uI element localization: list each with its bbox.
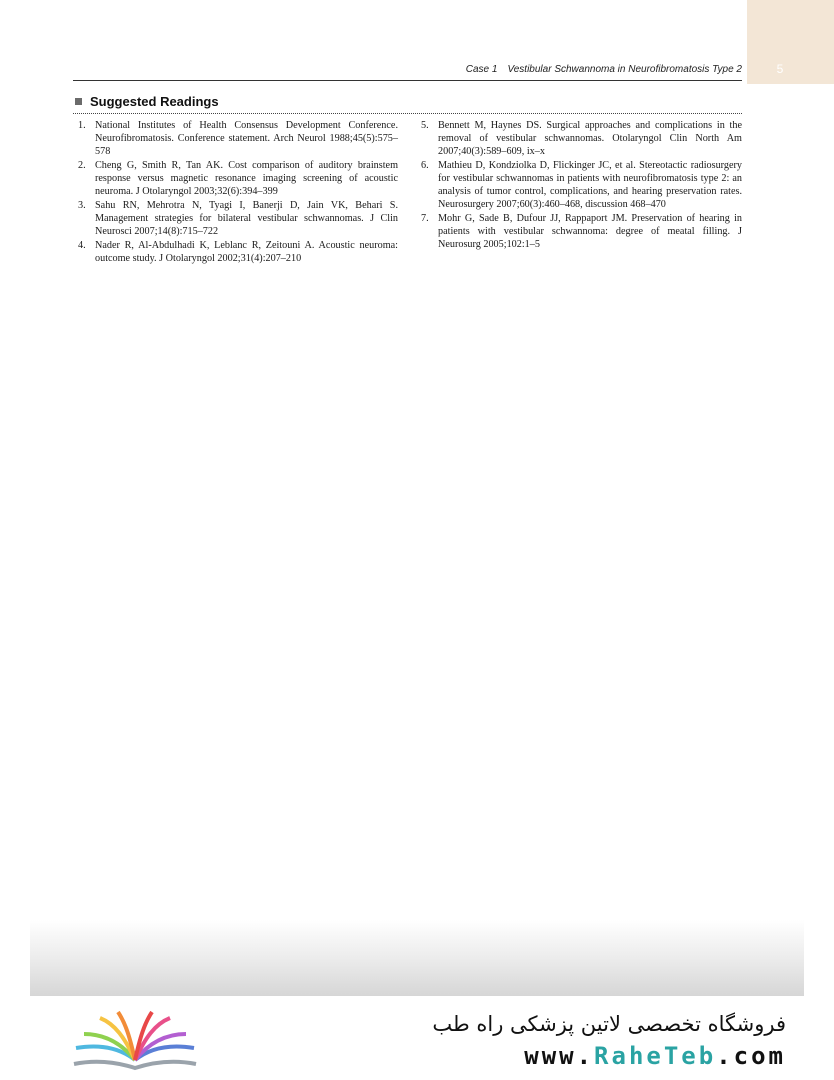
section-heading: [75, 94, 219, 109]
store-url-brand: RaheTeb: [594, 1042, 717, 1070]
reference-item: [78, 159, 398, 198]
reference-number: 3.: [78, 200, 86, 211]
running-head: [300, 64, 742, 75]
running-head-case-title: Vestibular Schwannoma in Neurofibromatosis Type 2: [507, 64, 742, 75]
reference-item: [421, 119, 742, 158]
reference-text: National Institutes of Health Consensus Development Conference. Neurofibromatosis. Conference statement. Arch Neurol 1988;45(5):575–578: [95, 120, 398, 157]
store-url-suffix: .com: [716, 1042, 786, 1070]
reference-text: Bennett M, Haynes DS. Surgical approaches and complications in the removal of vestibular schwannomas. Otolaryngol Clin North Am 2007;40(3):589–609, ix–x: [438, 120, 742, 157]
reference-text: Sahu RN, Mehrotra N, Tyagi I, Banerji D, Jain VK, Behari S. Management strategies for bilateral vestibular schwannomas. J Clin Neurosci 2007;14(8):715–722: [95, 200, 398, 237]
reference-number: 1.: [78, 120, 86, 131]
reference-item: [421, 212, 742, 251]
reference-item: [78, 239, 398, 265]
reference-item: [78, 119, 398, 158]
footer-shadow-band: [30, 920, 804, 996]
open-book-logo-icon: [70, 1008, 200, 1074]
reference-item: [78, 199, 398, 238]
reference-item: [421, 159, 742, 211]
reference-number: 6.: [421, 160, 429, 171]
square-bullet-icon: [75, 98, 82, 105]
store-url-prefix: www.: [524, 1042, 595, 1070]
reference-text: Mohr G, Sade B, Dufour JJ, Rappaport JM. Preservation of hearing in patients with vestibular schwannoma: degree of meatal filling. J Neurosurg 2005;102:1–5: [438, 213, 742, 250]
section-dotted-rule: [73, 113, 742, 114]
reference-number: 7.: [421, 213, 429, 224]
references-right-column: [421, 119, 742, 252]
section-heading-text: Suggested Readings: [90, 94, 219, 109]
store-url-link[interactable]: [420, 1042, 786, 1070]
page-number: 5: [776, 62, 784, 76]
running-head-case-label: Case 1: [465, 64, 498, 75]
reference-number: 5.: [421, 120, 429, 131]
reference-text: Cheng G, Smith R, Tan AK. Cost comparison of auditory brainstem response versus magnetic resonance imaging screening of acoustic neuroma. J Otolaryngol 2003;32(6):394–399: [95, 160, 398, 197]
reference-text: Mathieu D, Kondziolka D, Flickinger JC, et al. Stereotactic radiosurgery for vestibular schwannomas in patients with neurofibromatosis type 2: an analysis of tumor control, complications, and hearing preservation rates. Neurosurgery 2007;60(3):460–468, discussion 468–470: [438, 160, 742, 210]
reference-text: Nader R, Al-Abdulhadi K, Leblanc R, Zeitouni A. Acoustic neuroma: outcome study. J Otolaryngol 2002;31(4):207–210: [95, 240, 398, 264]
header-rule: [73, 80, 742, 81]
references-left-column: [78, 119, 398, 266]
store-name: فروشگاه تخصصی لاتین پزشکی راه طب: [432, 1012, 786, 1036]
reference-number: 2.: [78, 160, 86, 171]
reference-number: 4.: [78, 240, 86, 251]
